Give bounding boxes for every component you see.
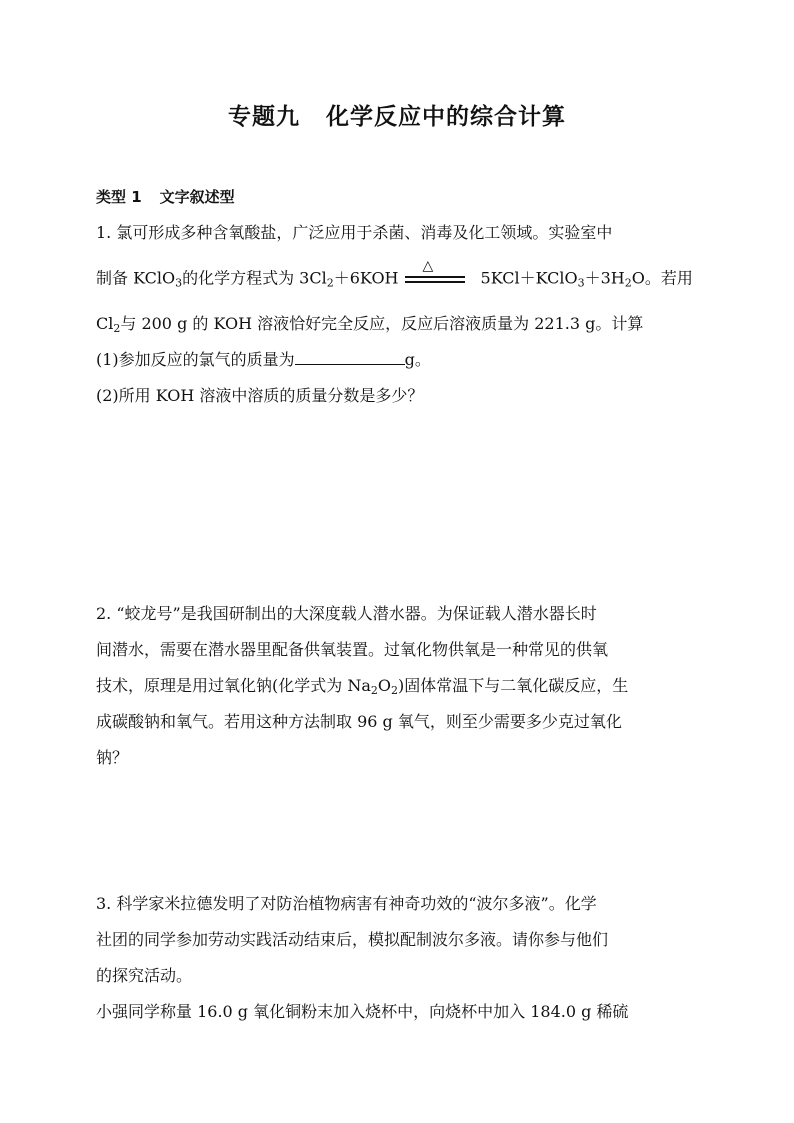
heat-symbol: △: [422, 258, 434, 274]
section-name: 文字叙述型: [159, 188, 235, 206]
q1-text: 与 200 g 的 KOH 溶液恰好完全反应，反应后溶液质量为 221.3 g。计算: [120, 314, 644, 333]
q1-subscript: 2: [624, 276, 632, 290]
q1-subscript: 3: [577, 276, 585, 290]
q1-line-1: 1. 氯可形成多种含氧酸盐，广泛应用于杀菌、消毒及化工领域。实验室中: [96, 223, 613, 242]
q1-sub1-text: (1)参加反应的氯气的质量为: [96, 350, 295, 369]
section-label: 类型 1: [96, 188, 142, 206]
q2-text: )固体常温下与二氧化碳反应，生: [398, 676, 629, 695]
q1-subscript: 2: [326, 276, 334, 290]
q1-subquestion-1: [96, 350, 431, 370]
page-title: [0, 98, 794, 131]
title-topic: 专题九: [228, 104, 300, 130]
q1-line-2: [96, 258, 693, 290]
q2-line-3: [96, 676, 628, 696]
reaction-condition-sign: [403, 258, 469, 290]
q3-line-3: 的探究活动。: [96, 966, 193, 985]
q2-subscript: 2: [370, 684, 378, 697]
q1-text: 制备 KClO: [96, 268, 176, 288]
title-subject: 化学反应中的综合计算: [326, 104, 566, 130]
q1-text: ＋3H: [584, 268, 625, 288]
answer-blank[interactable]: [295, 350, 405, 365]
q1-text: ＋6KOH: [333, 268, 399, 288]
q2-text: O: [377, 676, 391, 695]
q2-line-5: 钠？: [96, 748, 129, 767]
section-heading: [96, 186, 235, 207]
q1-text: 5KCl＋KClO: [480, 268, 578, 288]
q2-line-2: 间潜水，需要在潜水器里配备供氧装置。过氧化物供氧是一种常见的供氧: [96, 640, 609, 659]
q1-subquestion-2: (2)所用 KOH 溶液中溶质的质量分数是多少？: [96, 386, 424, 405]
q2-line-1: 2. “蛟龙号”是我国研制出的大深度载人潜水器。为保证载人潜水器长时: [96, 604, 597, 623]
q1-text: 的化学方程式为 3Cl: [182, 268, 327, 288]
q1-line-3: [96, 314, 643, 334]
q1-text: O。若用: [631, 268, 693, 288]
q3-line-4: 小强同学称量 16.0 g 氧化铜粉末加入烧杯中，向烧杯中加入 184.0 g 稀硫: [96, 1002, 629, 1021]
q3-line-2: 社团的同学参加劳动实践活动结束后，模拟配制波尔多液。请你参与他们: [96, 930, 609, 949]
q2-line-4: 成碳酸钠和氧气。若用这种方法制取 96 g 氧气，则至少需要多少克过氧化: [96, 712, 622, 731]
q2-subscript: 2: [391, 684, 398, 697]
q3-line-1: 3. 科学家米拉德发明了对防治植物病害有神奇功效的“波尔多液”。化学: [96, 894, 597, 913]
q1-text: Cl: [96, 314, 114, 333]
q2-text: 技术，原理是用过氧化钠(化学式为 Na: [96, 676, 371, 695]
q1-subscript: 3: [175, 276, 183, 290]
q1-subscript: 2: [113, 322, 121, 335]
q1-sub1-unit: g。: [404, 350, 431, 369]
